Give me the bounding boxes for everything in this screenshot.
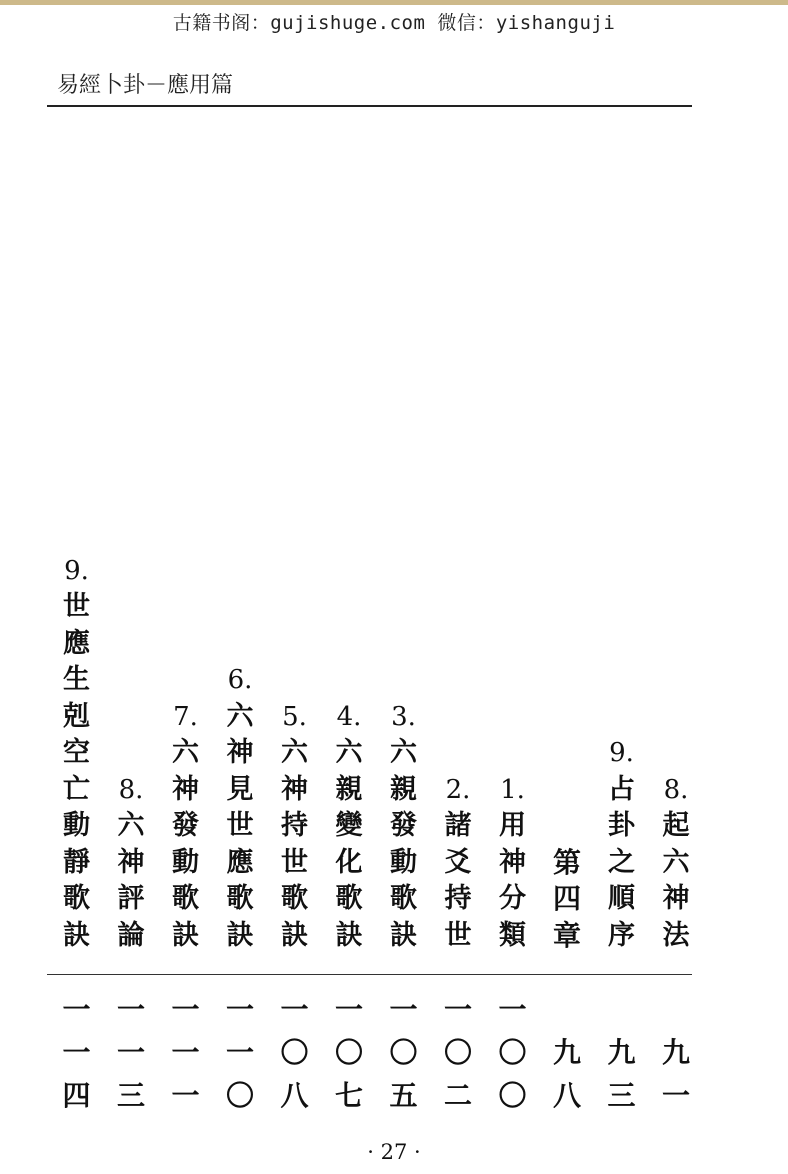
page-digit: 一 [116,993,145,1026]
toc-entry [384,699,424,955]
toc-entry-title: 占 卦 之 順 序 [608,773,635,951]
toc-entry [656,772,696,955]
toc-entry-number: 5. [282,701,307,732]
page-digit: 一 [443,993,472,1026]
toc-entry-title: 六 神 評 論 [117,810,145,951]
page-digit: 九 [552,1036,581,1069]
toc-entry-number: 9. [64,555,89,586]
toc-entry-title: 六 親 發 動 歌 訣 [390,737,417,951]
toc-entry-title: 六 神 持 世 歌 訣 [281,737,308,951]
page-digit: 四 [62,1079,91,1112]
page-digit: 一 [389,993,418,1026]
toc-entry-number: 8. [118,774,144,805]
toc-entry-number: 9. [609,738,634,768]
toc-entry-number: 6. [227,665,253,695]
page-digit: 一 [62,993,91,1026]
toc-entry [329,699,369,955]
page-digit: 〇 [334,1036,363,1069]
toc-entry-page [275,988,315,1117]
page-number: · 27 · [367,1140,421,1164]
watermark: 古籍书阁：gujishuge.com 微信：yishanguji [172,12,616,34]
toc-entry-number: 7. [173,701,198,732]
toc-entry-number: 1. [500,774,525,805]
header-rule [47,105,692,107]
page-digit: 九 [661,1036,690,1069]
toc-entry-page [166,988,206,1117]
page-digit: 〇 [389,1036,418,1069]
toc-entry-page [547,988,587,1117]
page-digit: 八 [280,1079,309,1112]
toc-entry [166,699,206,955]
toc-entry-title: 六 親 變 化 歌 訣 [335,737,363,951]
page-digit: 一 [171,1079,200,1112]
page-digit: 一 [498,993,527,1026]
toc-entry-title: 六 神 發 動 歌 訣 [172,737,199,951]
toc-entry-title: 六 神 見 世 應 歌 訣 [226,700,254,951]
toc-entry-title: 世 應 生 剋 空 亡 動 靜 歌 訣 [63,591,90,951]
page-digit: 八 [552,1079,581,1112]
toc-entry-page [329,988,369,1117]
toc-entry [547,845,587,955]
page-digit: 一 [171,993,200,1026]
toc-entry [220,662,260,954]
toc-entry [111,772,151,955]
toc-entry-title: 諸 爻 持 世 [444,810,472,951]
toc-entry-number: 8. [663,774,689,805]
page-digit: 一 [225,1036,254,1069]
toc-entry-page [602,988,642,1117]
page-digit: 一 [225,993,254,1026]
toc-entry-page [656,988,696,1117]
page-digit: 二 [443,1079,472,1112]
toc-entry-page [220,988,260,1117]
page-digit: 〇 [280,1036,309,1069]
page-digit: 一 [171,1036,200,1069]
toc-entry [602,735,642,954]
toc-entry-page [57,988,97,1117]
title-page-divider [47,974,692,975]
toc-entry-number: 2. [445,774,471,805]
toc-entry-title: 用 神 分 類 [499,810,526,951]
page-digit: 一 [280,993,309,1026]
toc-entry-title: 起 六 神 法 [662,810,690,951]
page-digit: 七 [334,1079,363,1112]
toc-entry-page [438,988,478,1117]
toc-entry [275,699,315,955]
toc-entry-page [111,988,151,1117]
toc-entry-number: 4. [336,701,362,732]
page-digit: 三 [607,1079,636,1112]
toc-entry-page [384,988,424,1117]
page-digit: 〇 [498,1036,527,1069]
page-digit: 一 [334,993,363,1026]
running-header: 易經卜卦－應用篇 [57,73,234,98]
toc-entry [438,772,478,955]
toc-entry [57,553,97,955]
toc-entry-page [493,988,533,1117]
top-border [0,0,788,5]
page-digit: 九 [607,1036,636,1069]
toc-entry-title: 第 四 章 [552,845,581,952]
page-digit: 一 [62,1036,91,1069]
page-digit: 〇 [498,1079,527,1112]
toc-entry [493,772,533,955]
page-digit: 一 [116,1036,145,1069]
page-digit: 〇 [225,1079,254,1112]
page-digit: 五 [389,1079,418,1112]
page-digit: 一 [661,1079,690,1112]
toc-entry-number: 3. [391,701,416,732]
page-digit: 〇 [443,1036,472,1069]
page-digit: 三 [116,1079,145,1112]
